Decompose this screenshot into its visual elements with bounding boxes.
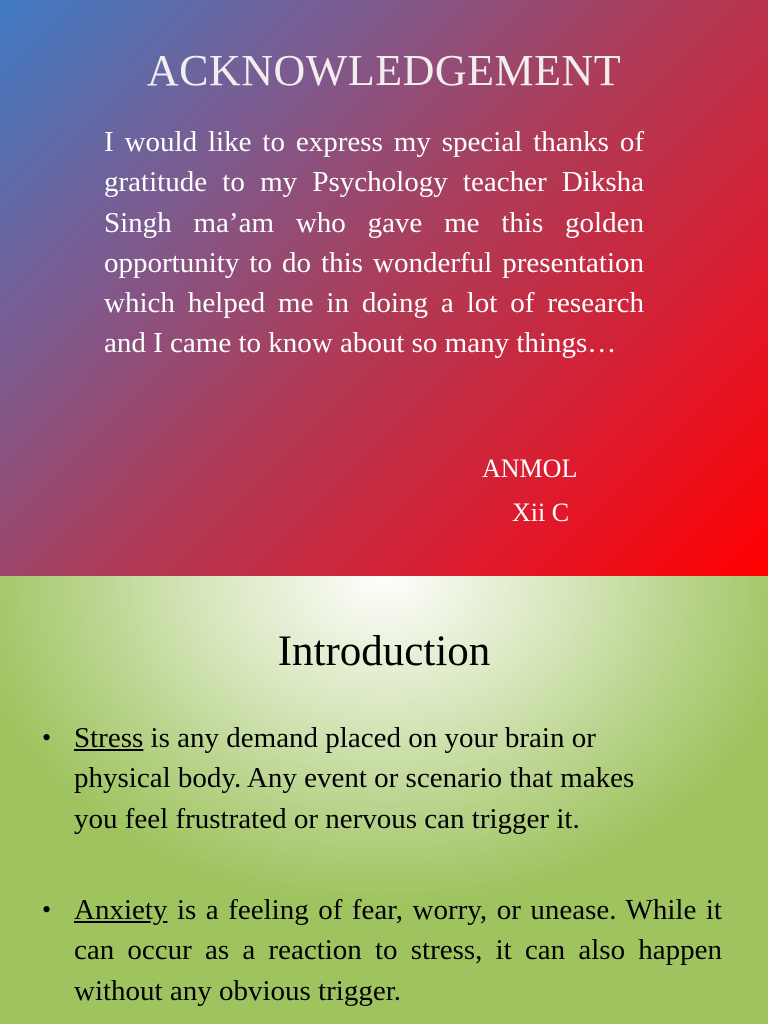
bullet-text [74,718,682,839]
signature-class: Xii C [512,498,570,527]
bullet-term: Stress [74,722,144,754]
signature-name: ANMOL [482,454,578,483]
slide-title: ACKNOWLEDGEMENT [146,46,622,95]
bullet-term: Anxiety [74,894,168,926]
bullet-text [74,890,722,1011]
bullet-item-stress [42,718,682,839]
bullet-description: is a feeling of fear, worry, or unease. While it can occur as a reaction to stress, it can also happen without any obvious trigger. [74,894,722,1007]
slide-title: Introduction [277,628,491,675]
acknowledgement-text: I would like to express my special thanks of gratitude to my Psychology teacher Diksha Singh ma’am who gave me this golden opportunity to do this wonderful presentation which helped me in doing a lot of research and I came to know about so many things… [104,126,644,360]
bullet-item-anxiety [42,890,722,1011]
bullet-description: is any demand placed on your brain or physical body. Any event or scenario that makes you feel frustrated or nervous can trigger it. [74,722,635,835]
bullet-icon: • [42,723,52,752]
introduction-slide [0,576,768,1024]
bullet-icon: • [42,895,52,924]
